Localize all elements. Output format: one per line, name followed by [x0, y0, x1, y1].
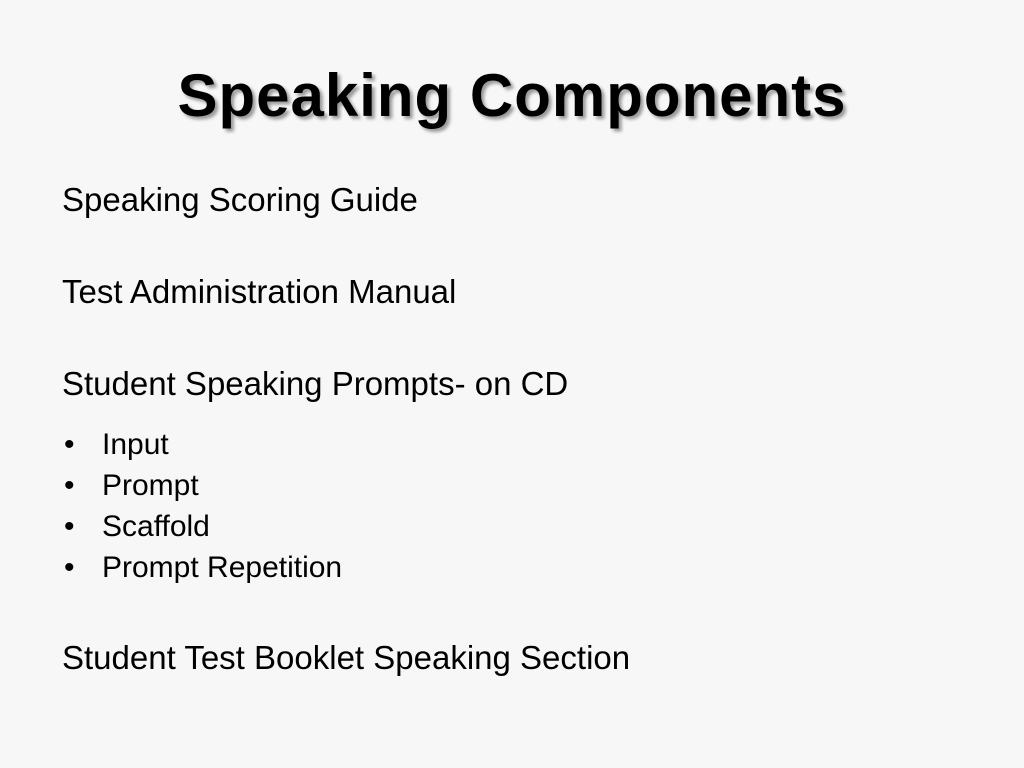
- sub-item-prompt-repetition: [62, 547, 342, 588]
- sub-item-label: Prompt: [102, 469, 199, 502]
- bullet-icon: •: [64, 551, 75, 584]
- sub-item-input: [62, 424, 342, 465]
- bullet-icon: •: [64, 510, 75, 543]
- bullet-icon: •: [64, 469, 75, 502]
- sub-item-label: Input: [102, 428, 169, 461]
- sub-item-scaffold: [62, 506, 342, 547]
- item-test-administration-manual: Test Administration Manual: [62, 273, 457, 310]
- bullet-icon: •: [64, 428, 75, 461]
- item-speaking-scoring-guide: Speaking Scoring Guide: [62, 181, 418, 218]
- item-student-speaking-prompts: Student Speaking Prompts- on CD: [62, 365, 569, 402]
- sub-item-prompt: [62, 465, 342, 506]
- sub-item-label: Scaffold: [102, 510, 210, 543]
- item-student-test-booklet: Student Test Booklet Speaking Section: [62, 639, 631, 676]
- sub-item-list: [62, 424, 342, 588]
- slide-title: Speaking Components: [177, 62, 847, 129]
- sub-item-label: Prompt Repetition: [102, 551, 343, 584]
